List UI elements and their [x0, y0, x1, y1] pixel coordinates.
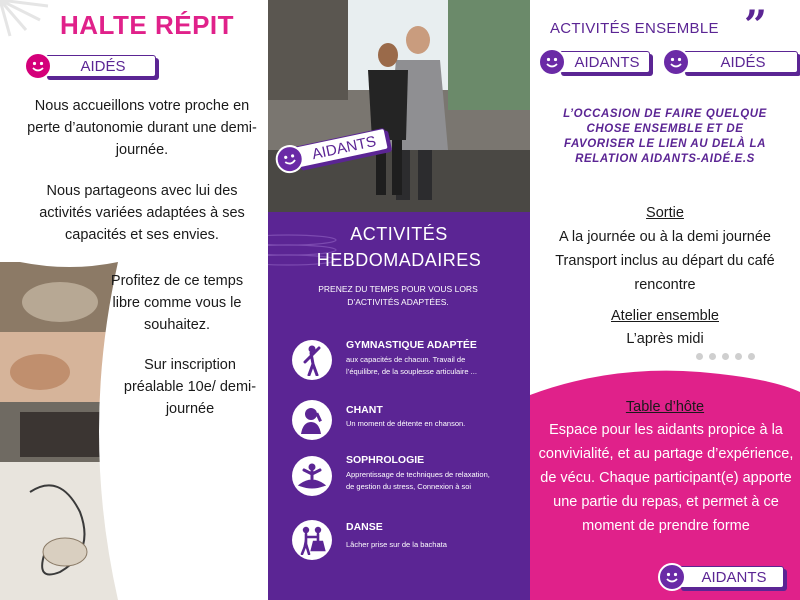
left-panel [0, 0, 268, 600]
page-title: HALTE RÉPIT [60, 10, 235, 40]
middle-panel [268, 0, 530, 600]
meditation-icon [292, 456, 332, 496]
activity-title: GYMNASTIQUE ADAPTÉE [346, 339, 477, 351]
aidants-badge [538, 50, 650, 74]
sunburst-decoration [0, 0, 60, 40]
registration-text: Sur inscription préalable 10e/ demi-journée [123, 357, 257, 417]
tagline: L’OCCASION DE FAIRE QUELQUE CHOSE ENSEMBLE ET DE FAVORISER LE LIEN AU DELÀ LA RELATION AIDANTS-AIDÉ.E.S [563, 108, 767, 165]
aidants-bottom-badge [658, 565, 784, 589]
badge-label: AIDÉS [44, 55, 156, 77]
activity-desc: Lâcher prise sur de la bachata [346, 540, 447, 549]
dance-icon [292, 520, 332, 560]
together-title: ACTIVITÉS ENSEMBLE [550, 20, 719, 37]
badge-label: AIDANTS [678, 566, 784, 588]
quote-icon: ” [744, 2, 768, 49]
activity-desc: aux capacités de chacun. Travail de l’équilibre, de la souplesse articulaire ... [346, 355, 477, 376]
smiley-icon [538, 48, 566, 76]
weekly-subtitle: PRENEZ DU TEMPS POUR VOUS LORS D’ACTIVITÉS ADAPTÉES. [318, 284, 478, 307]
smiley-icon [24, 52, 52, 80]
table-title: Table d’hôte [625, 399, 705, 415]
smiley-icon [662, 48, 690, 76]
activity-title: DANSE [346, 521, 383, 533]
table-text: Espace pour les aidants propice à la convivialité, et au partage d’expérience, de vécu. Chaque participant(e) apporte une partie du repas, et permet à ce moment de prendre forme [538, 422, 794, 534]
aides-badge [24, 54, 156, 78]
title-line-1: ACTIVITÉS [350, 224, 448, 244]
activities-text: Nous partageons avec lui des activités variées adaptées à ses capacités et ses envies. [39, 183, 245, 243]
right-panel [530, 0, 800, 600]
activity-title: SOPHROLOGIE [346, 454, 425, 466]
sortie-title: Sortie [646, 205, 684, 221]
atelier-text: L’après midi [626, 331, 704, 347]
dots-decoration [696, 353, 755, 360]
badge-label: AIDANTS [293, 128, 389, 169]
badge-label: AIDÉS [682, 51, 798, 73]
aides-badge [662, 50, 798, 74]
sortie-text: A la journée ou à la demi journée Transport inclus au départ du café rencontre [555, 229, 775, 293]
badge-label: AIDANTS [558, 51, 650, 73]
smiley-icon [658, 563, 686, 591]
weekly-activities-title [268, 221, 530, 273]
intro-text: Nous accueillons votre proche en perte d’autonomie durant une demi- journée. [27, 98, 257, 158]
atelier-title: Atelier ensemble [611, 308, 719, 324]
dance-photo [268, 0, 530, 212]
activity-title: CHANT [346, 404, 383, 416]
activity-desc: Apprentissage de techniques de relaxation, de gestion du stress, Connexion à soi [346, 470, 490, 491]
title-line-2: HEBDOMADAIRES [316, 250, 482, 270]
activity-desc: Un moment de détente en chanson. [346, 419, 466, 428]
gymnastics-icon [292, 340, 332, 380]
free-time-text: Profitez de ce temps libre comme vous le souhaitez. [110, 273, 244, 333]
singing-icon [292, 400, 332, 440]
